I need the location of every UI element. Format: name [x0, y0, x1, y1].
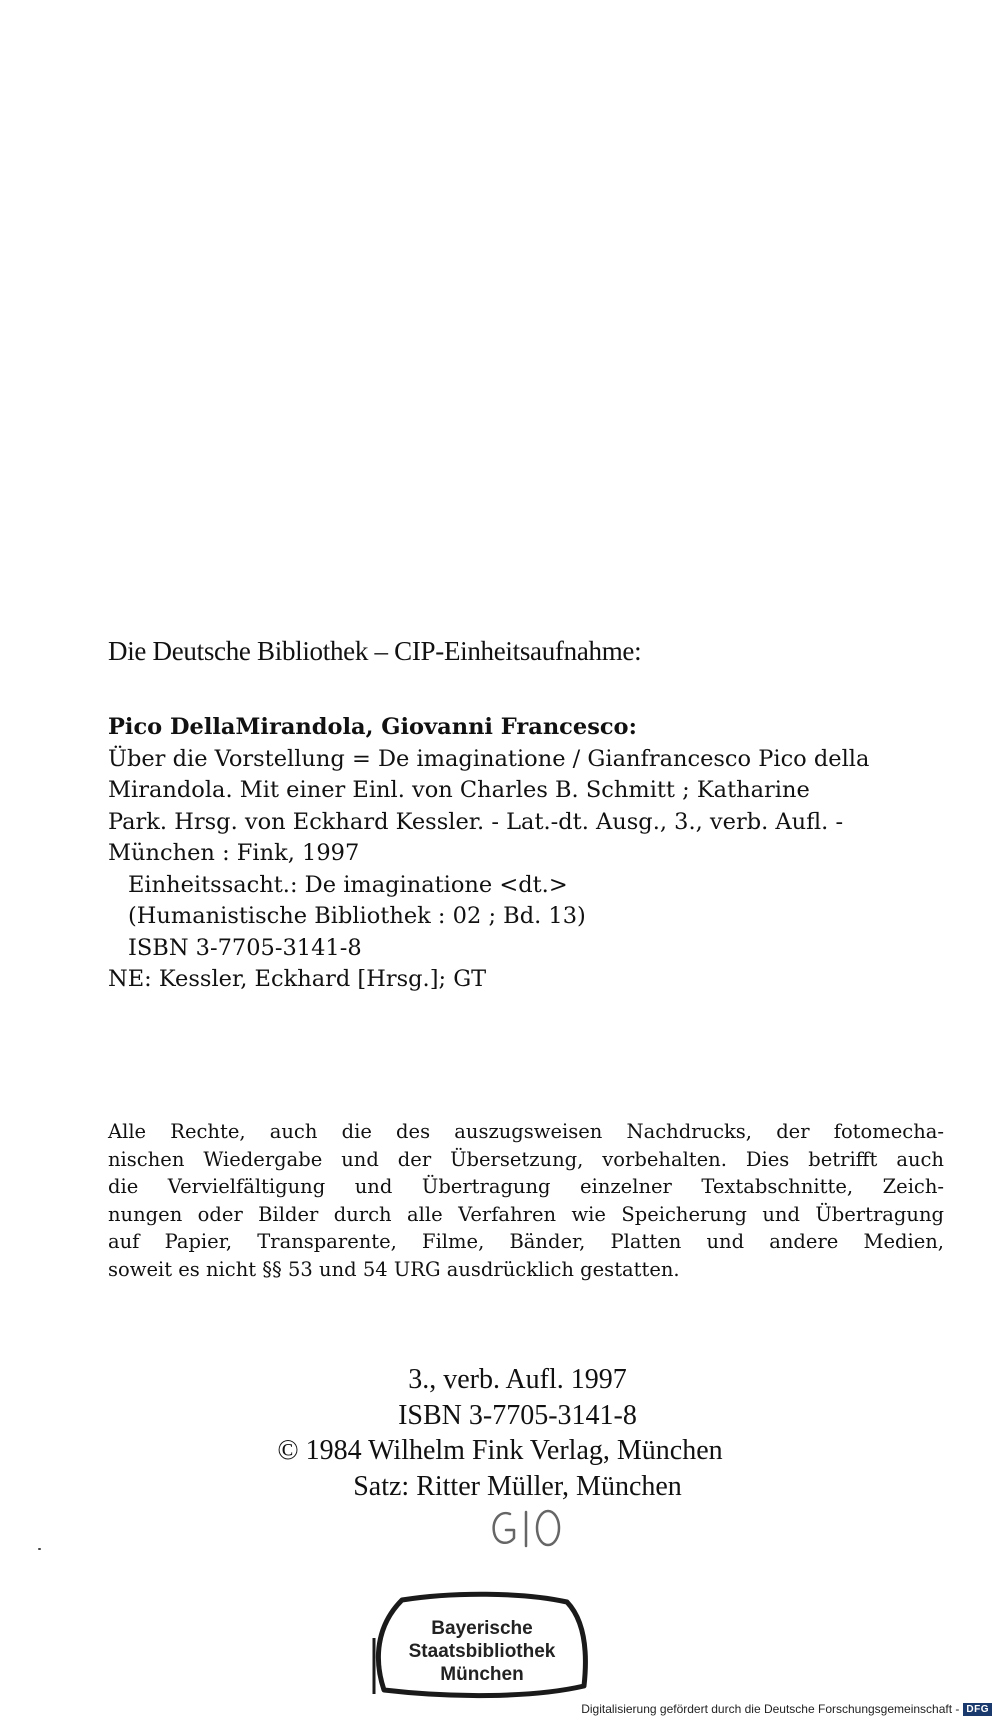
- imprint-isbn: ISBN 3-7705-3141-8: [398, 1399, 637, 1431]
- handwritten-shelfmark-icon: [488, 1502, 568, 1552]
- scan-speck: [38, 1548, 41, 1550]
- rights-line: nischen Wiedergabe und der Übersetzung, vorbehalten. Dies betrifft auch: [108, 1147, 944, 1171]
- stamp-line: Bayerische: [431, 1618, 533, 1639]
- cip-title-line-2: Mirandola. Mit einer Einl. von Charles B. Schmitt ; Katharine: [108, 777, 810, 803]
- dfg-logo: DFG: [963, 1703, 992, 1716]
- rights-line: soweit es nicht §§ 53 und 54 URG ausdrücklich gestatten.: [108, 1257, 680, 1281]
- rights-line: die Vervielfältigung und Übertragung einzelner Textabschnitte, Zeich-: [108, 1175, 944, 1198]
- rights-notice: [108, 1118, 944, 1283]
- rights-line: nungen oder Bilder durch alle Verfahren wie Speicherung und Übertragung: [108, 1202, 944, 1226]
- imprint-block: [0, 1362, 1000, 1504]
- cip-series: (Humanistische Bibliothek : 02 ; Bd. 13): [128, 903, 586, 929]
- cip-record: [108, 712, 928, 996]
- cip-ne-entry: NE: Kessler, Eckhard [Hrsg.]; GT: [108, 966, 487, 992]
- cip-title-line-4: München : Fink, 1997: [108, 840, 360, 866]
- cip-title-line-1: Über die Vorstellung = De imaginatione / Gianfrancesco Pico della: [108, 745, 870, 772]
- footer-text: Digitalisierung gefördert durch die Deutsche Forschungsgemeinschaft -: [581, 1702, 960, 1716]
- library-stamp-text: [362, 1617, 602, 1686]
- cip-heading: Die Deutsche Bibliothek – CIP-Einheitsaufnahme:: [108, 636, 642, 666]
- rights-line: Alle Rechte, auch die des auszugsweisen Nachdrucks, der fotomecha-: [108, 1120, 944, 1143]
- imprint-typesetting: Satz: Ritter Müller, München: [353, 1470, 682, 1502]
- digitization-footer: [581, 1702, 992, 1716]
- stamp-line: München: [440, 1664, 524, 1685]
- rights-line: auf Papier, Transparente, Filme, Bänder, Platten und andere Medien,: [108, 1230, 944, 1253]
- cip-author: Pico DellaMirandola, Giovanni Francesco:: [108, 714, 637, 740]
- stamp-line: Staatsbibliothek: [408, 1641, 556, 1662]
- cip-uniform-title: Einheitssacht.: De imaginatione <dt.>: [128, 871, 568, 898]
- cip-isbn: ISBN 3-7705-3141-8: [128, 934, 362, 961]
- imprint-edition: 3., verb. Aufl. 1997: [408, 1364, 627, 1395]
- imprint-copyright: © 1984 Wilhelm Fink Verlag, München: [277, 1435, 723, 1466]
- cip-title-line-3: Park. Hrsg. von Eckhard Kessler. - Lat.-dt. Ausg., 3., verb. Aufl. -: [108, 808, 844, 835]
